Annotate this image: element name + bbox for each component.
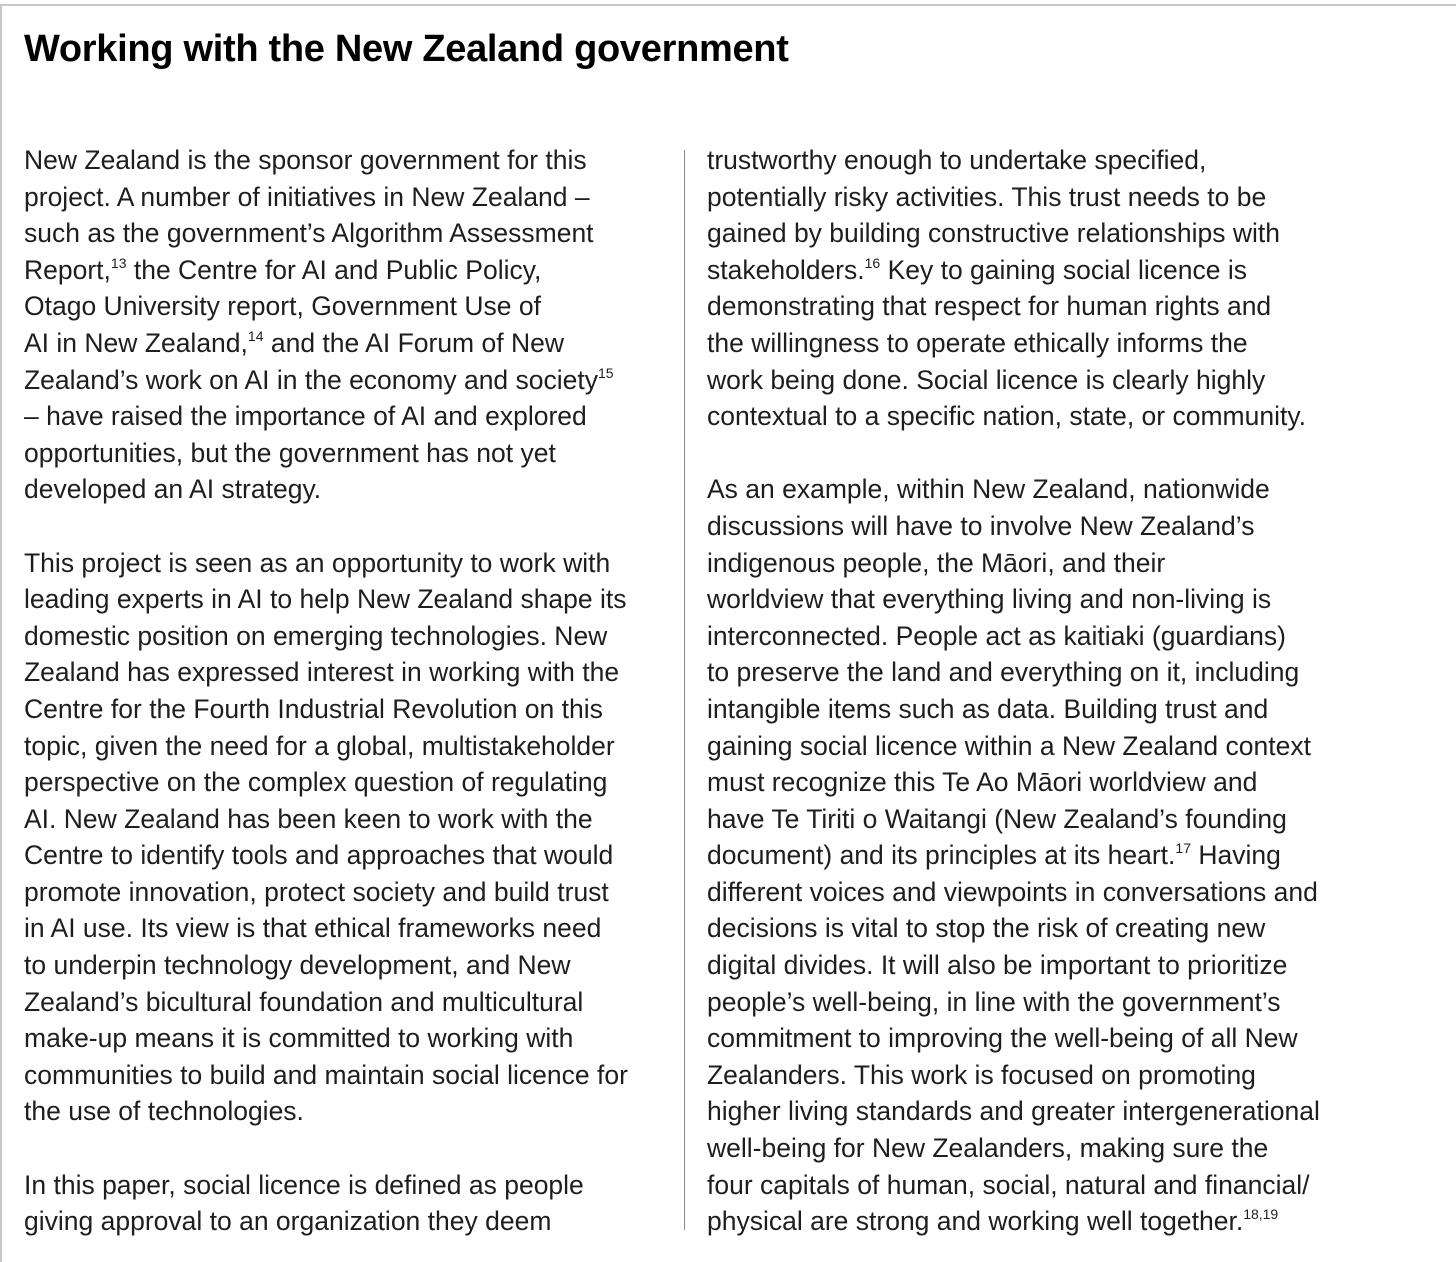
text-line: in AI use. Its view is that ethical frameworks need (24, 913, 602, 944)
text-line: discussions will have to involve New Zealand’s (707, 510, 1255, 541)
text-segment: Key to gaining social licence is (880, 254, 1247, 285)
text-line: well-being for New Zealanders, making sure the (707, 1133, 1269, 1164)
text-segment: Zealand’s work on AI in the economy and society (24, 364, 599, 395)
column-divider (684, 150, 685, 1230)
text-line: Zealand’s bicultural foundation and multicultural (24, 986, 584, 1017)
text-line: intangible items such as data. Building trust and (707, 693, 1269, 724)
text-line: AI. New Zealand has been keen to work with the (24, 803, 593, 834)
page-title: Working with the New Zealand government (24, 28, 789, 70)
text-line: Zealanders. This work is focused on promoting (707, 1059, 1256, 1090)
text-line: commitment to improving the well-being of all New (707, 1023, 1298, 1054)
text-line: the willingness to operate ethically informs the (707, 327, 1248, 358)
text-segment: Report, (24, 254, 111, 285)
text-line: Zealand has expressed interest in working with the (24, 657, 620, 688)
paragraph-gap (24, 1130, 672, 1167)
text-line: digital divides. It will also be important to prioritize (707, 950, 1288, 981)
text-line: domestic position on emerging technologies. New (24, 620, 608, 651)
text-segment: physical are strong and working well together. (707, 1206, 1244, 1237)
text-line: indigenous people, the Māori, and their (707, 547, 1166, 578)
text-line: different voices and viewpoints in conversations and (707, 876, 1318, 907)
text-line: worldview that everything living and non-living is (707, 584, 1272, 615)
text-line: Otago University report, Government Use of (24, 291, 541, 322)
text-line: gained by building constructive relationships with (707, 218, 1281, 249)
footnote-16: 16 (864, 254, 881, 271)
text-segment: the Centre for AI and Public Policy, (126, 254, 542, 285)
text-line (707, 252, 1407, 289)
text-line: trustworthy enough to undertake specified, (707, 145, 1207, 175)
text-line: topic, given the need for a global, multistakeholder (24, 730, 615, 761)
text-line: As an example, within New Zealand, nationwide (707, 474, 1270, 505)
text-line: such as the government’s Algorithm Assessment (24, 218, 594, 249)
text-line: work being done. Social licence is clearly highly (707, 364, 1266, 395)
text-line: project. A number of initiatives in New Zealand – (24, 181, 590, 212)
text-line: Centre to identify tools and approaches that would (24, 840, 614, 871)
frame-left-border (0, 4, 2, 1262)
text-line: developed an AI strategy. (24, 474, 322, 505)
text-line: decisions is vital to stop the risk of creating new (707, 913, 1266, 944)
footnote-15: 15 (598, 364, 614, 381)
text-line: leading experts in AI to help New Zealand shape its (24, 584, 627, 615)
text-line (24, 362, 672, 399)
left-column (24, 142, 672, 1240)
text-line: gaining social licence within a New Zealand context (707, 730, 1311, 761)
text-line (24, 252, 672, 289)
text-segment: Having (1190, 840, 1281, 871)
text-segment: stakeholders. (707, 254, 865, 285)
text-line: four capitals of human, social, natural and financial/ (707, 1169, 1310, 1200)
text-line: to preserve the land and everything on it, including (707, 657, 1300, 688)
text-line (707, 837, 1407, 874)
text-line: This project is seen as an opportunity to work with (24, 547, 611, 578)
text-line: communities to build and maintain social licence for (24, 1059, 628, 1090)
footnote-17: 17 (1175, 840, 1191, 857)
text-line: have Te Tiriti o Waitangi (New Zealand’s founding (707, 803, 1287, 834)
text-line (707, 1203, 1407, 1240)
paragraph-gap (707, 435, 1407, 472)
text-line: contextual to a specific nation, state, or community. (707, 401, 1306, 432)
text-line: must recognize this Te Ao Māori worldview and (707, 767, 1258, 798)
text-line: potentially risky activities. This trust needs to be (707, 181, 1267, 212)
text-line: people’s well-being, in line with the government’s (707, 986, 1281, 1017)
text-line: New Zealand is the sponsor government for this (24, 145, 587, 175)
text-line: the use of technologies. (24, 1096, 304, 1127)
text-line: Centre for the Fourth Industrial Revolution on this (24, 693, 603, 724)
paragraph-gap (24, 508, 672, 545)
text-line: In this paper, social licence is defined as people (24, 1169, 584, 1200)
text-line: opportunities, but the government has not yet (24, 437, 556, 468)
frame-top-border (0, 4, 1456, 6)
text-line: to underpin technology development, and New (24, 950, 571, 981)
footnote-18-19: 18,19 (1243, 1206, 1279, 1223)
text-segment: AI in New Zealand, (24, 327, 248, 358)
text-segment: document) and its principles at its heart. (707, 840, 1176, 871)
text-line: higher living standards and greater intergenerational (707, 1096, 1320, 1127)
text-line: make-up means it is committed to working with (24, 1023, 574, 1054)
text-line: demonstrating that respect for human rights and (707, 291, 1272, 322)
text-line: promote innovation, protect society and build trust (24, 876, 609, 907)
text-line: perspective on the complex question of regulating (24, 767, 608, 798)
footnote-13: 13 (110, 254, 127, 271)
footnote-14: 14 (247, 327, 264, 344)
text-line: giving approval to an organization they deem (24, 1206, 552, 1237)
text-line: interconnected. People act as kaitiaki (guardians) (707, 620, 1286, 651)
right-column (707, 142, 1407, 1240)
text-segment: and the AI Forum of New (263, 327, 564, 358)
text-line: – have raised the importance of AI and explored (24, 401, 587, 432)
text-line (24, 325, 672, 362)
